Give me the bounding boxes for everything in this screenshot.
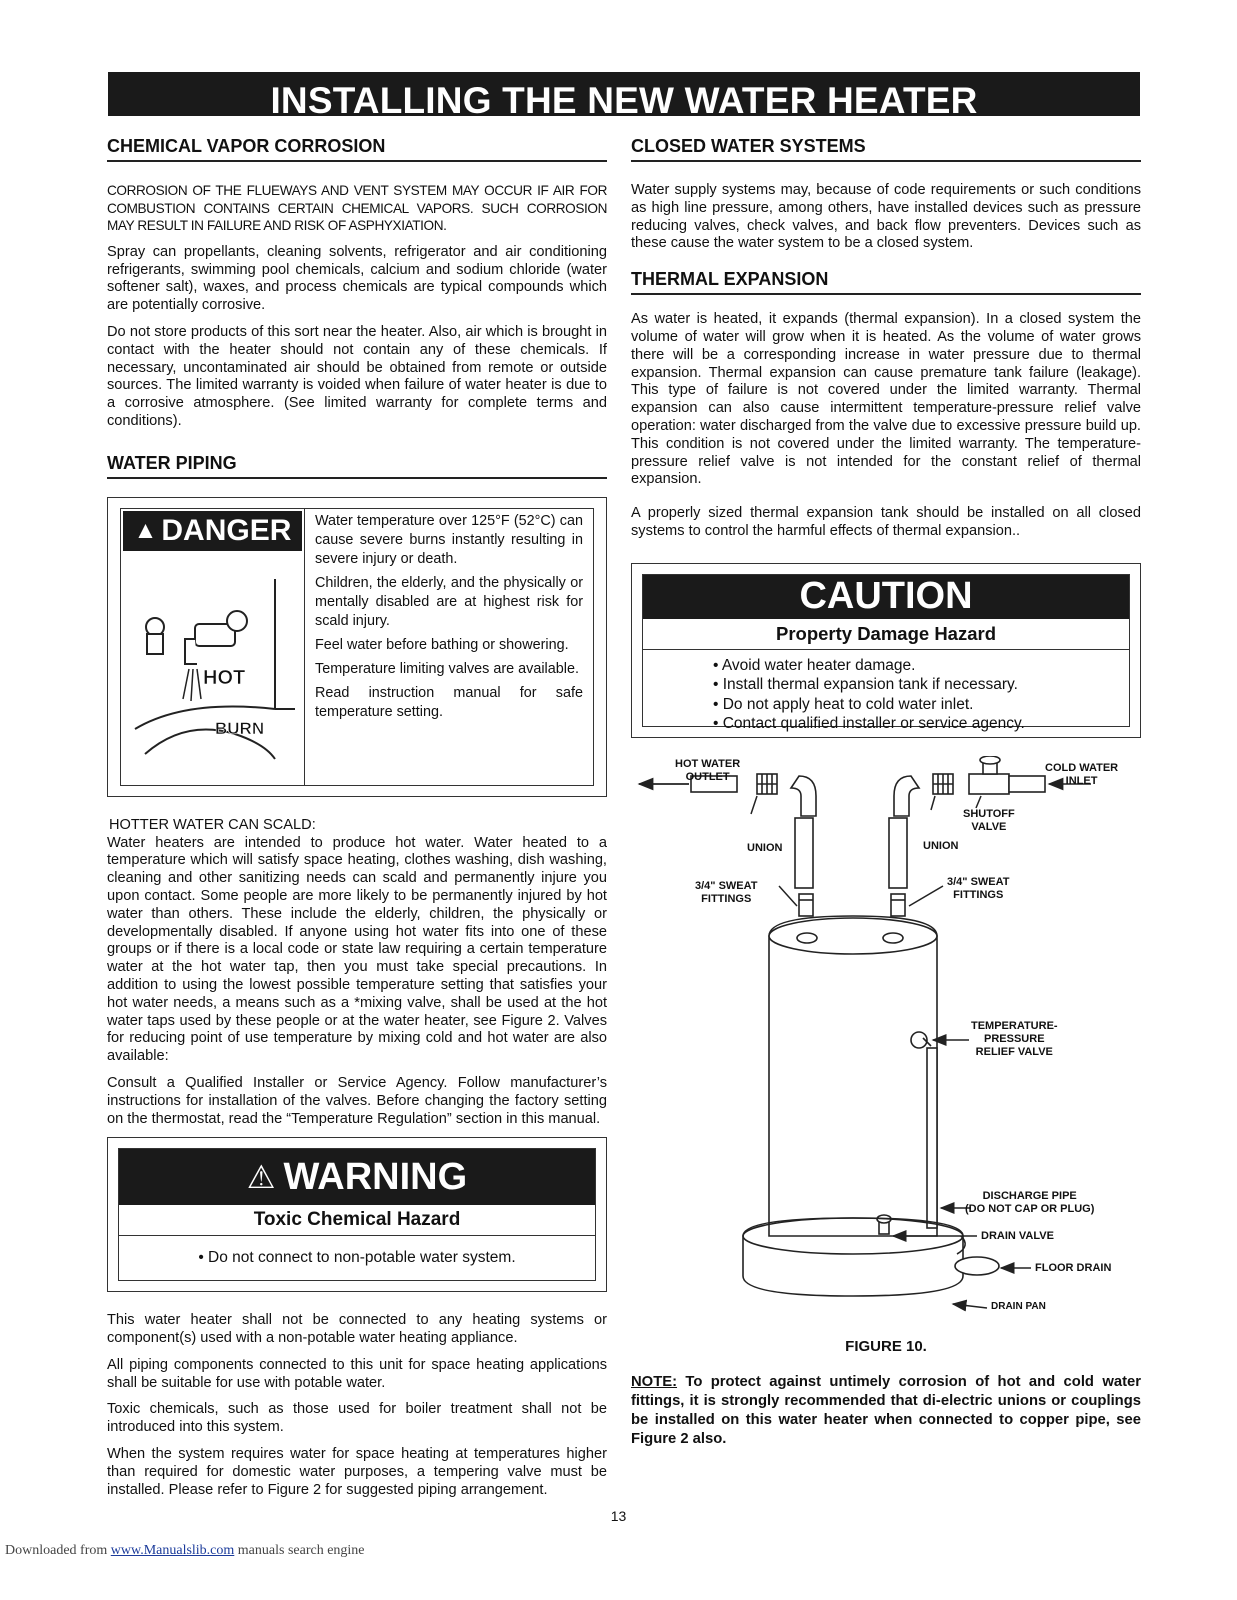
piping-paragraph-a: This water heater shall not be connected to any heating systems or component(s) used with a non-potable water heating appliance. — [107, 1312, 607, 1347]
thermal-paragraph-1: As water is heated, it expands (thermal expansion). In a closed system the volume of water will grow when it is heated. As the volume of water grows there will be a corresponding increase in water pressure due to thermal expansion. Thermal expansion can cause premature tank failure (leakage). This type of failure is not covered under the limited warranty. Thermal expansion can also cause intermittent temperature-pressure relief valve operation: water discharged from the valve due to excessive pressure build up. This condition is not covered under the limited warranty. The temperature-pressure relief valve is not intended for the constant relief of thermal expansion. — [631, 311, 1141, 488]
chemical-paragraph-2: Do not store products of this sort near the heater. Also, air which is brought in contact with the heater should not contain any of these chemicals. If necessary, uncontaminated air should be obtained from remote or outside sources. The limited warranty is voided when failure of water heater is due to a corrosive atmosphere. (See limited warranty for complete terms and conditions). — [107, 323, 607, 429]
label-floor-drain: FLOOR DRAIN — [1035, 1261, 1112, 1274]
section-title-chemical: CHEMICAL VAPOR CORROSION — [107, 136, 607, 162]
closed-paragraph: Water supply systems may, because of code requirements or such conditions as high line pressure, among others, have installed devices such as pressure reducing valves, check valves, and back flow preventers. Devices such as these cause the water system to be a closed system. — [631, 182, 1141, 252]
caution-header: CAUTION — [643, 575, 1129, 619]
section-title-piping: WATER PIPING — [107, 453, 607, 479]
danger-header — [123, 511, 302, 551]
caution-label — [631, 563, 1141, 738]
footer-prefix: Downloaded from — [5, 1543, 111, 1558]
caution-subheader: Property Damage Hazard — [643, 619, 1129, 650]
section-title-closed: CLOSED WATER SYSTEMS — [631, 136, 1141, 162]
footer-suffix: manuals search engine — [234, 1543, 365, 1558]
warning-label — [107, 1137, 607, 1292]
piping-paragraph-d: When the system requires water for space heating at temperatures higher than required for domestic water purposes, a tempering valve must be installed. Please refer to Figure 2 for suggested piping arrangement. — [107, 1446, 607, 1498]
warning-header — [119, 1149, 595, 1205]
label-union-right: UNION — [923, 839, 959, 852]
scald-paragraph: Water heaters are intended to produce hot water. Water heated to a temperature which will satisfy space heating, clothes washing, dish washing, cleaning and other sanitizing needs can scald and permanently injure you upon contact. Some people are more likely to be permanently injured by hot water than others. These include the elderly, children, the physically or developmentally disabled. If anyone using hot water fits into one of these groups or if there is a local code or state law requiring a certain temperature water at the hot water tap, then you must take special precautions. In addition to using the lowest possible temperature setting that satisfies your hot water needs, a means such as a *mixing valve, shall be used at the hot water taps used by these people or at the water heater, see Figure 2. Valves for reducing point of use temperature by mixing cold and hot water are also available: — [107, 834, 607, 1065]
caution-bullet: • Avoid water heater damage. — [713, 656, 916, 674]
label-shutoff-valve: SHUTOFF VALVE — [963, 807, 1015, 833]
consult-paragraph: Consult a Qualified Installer or Service Agency. Follow manufacturer’s instructions for installation of the valves. Before changing the factory setting on the thermostat, read the “Temperature Regulation” section in this manual. — [107, 1074, 607, 1127]
label-drain-valve: DRAIN VALVE — [981, 1229, 1054, 1242]
danger-item: Temperature limiting valves are available. — [315, 660, 579, 677]
label-sweat-fittings-right: 3/4" SWEAT FITTINGS — [947, 875, 1010, 901]
label-discharge-pipe: DISCHARGE PIPE (DO NOT CAP OR PLUG) — [965, 1189, 1095, 1215]
scald-faucet-icon — [125, 579, 295, 769]
piping-paragraph-b: All piping components connected to this unit for space heating applications shall be suitable for use with potable water. — [107, 1356, 607, 1391]
manualslib-link[interactable]: www.Manualslib.com — [110, 1543, 235, 1558]
warning-label-inner — [118, 1148, 596, 1281]
page-banner — [108, 72, 1140, 116]
label-sweat-fittings-left: 3/4" SWEAT FITTINGS — [695, 879, 758, 905]
chemical-warning-caps: CORROSION OF THE FLUEWAYS AND VENT SYSTEM MAY OCCUR IF AIR FOR COMBUSTION CONTAINS CERTAIN CHEMICAL VAPORS. SUCH CORROSION MAY RESULT IN FAILURE AND RISK OF ASPHYXIATION. — [107, 183, 607, 234]
danger-label-left — [121, 509, 305, 785]
installation-figure — [631, 756, 1141, 1356]
label-drain-pan: DRAIN PAN — [991, 1300, 1046, 1312]
danger-label — [107, 497, 607, 797]
warning-triangle-icon: ⚠ — [246, 1159, 276, 1196]
note-paragraph — [631, 1373, 1141, 1449]
danger-header-text: DANGER — [161, 513, 292, 547]
danger-label-inner — [120, 508, 594, 786]
download-footer — [5, 1543, 365, 1559]
thermal-paragraph-2: A properly sized thermal expansion tank should be installed on all closed systems to control the harmful effects of thermal expansion.. — [631, 505, 1141, 539]
warning-header-text: WARNING — [283, 1155, 468, 1198]
caution-bullet: • Do not apply heat to cold water inlet. — [713, 695, 974, 713]
label-hot-water-outlet: HOT WATER OUTLET — [675, 757, 741, 783]
caution-bullet: • Install thermal expansion tank if necessary. — [713, 676, 1018, 694]
label-cold-water-inlet: COLD WATER INLET — [1045, 761, 1119, 787]
banner-title: INSTALLING THE NEW WATER HEATER — [270, 80, 978, 116]
label-tp-relief-valve: TEMPERATURE- PRESSURE RELIEF VALVE — [971, 1019, 1058, 1058]
warning-triangle-icon: ▲ — [133, 516, 158, 544]
label-union-left: UNION — [747, 841, 783, 854]
warning-subheader: Toxic Chemical Hazard — [119, 1205, 595, 1236]
danger-item: Feel water before bathing or showering. — [315, 636, 569, 653]
section-title-thermal: THERMAL EXPANSION — [631, 269, 1141, 295]
caution-bullets — [643, 650, 1129, 734]
danger-item: Water temperature over 125°F (52°C) can cause severe burns instantly resulting in severe injury or death. — [315, 512, 583, 567]
note-label: NOTE: — [631, 1373, 678, 1390]
chemical-paragraph-1: Spray can propellants, cleaning solvents, refrigerator and air conditioning refrigerants, swimming pool chemicals, calcium and sodium chloride (water softener salt), waxes, and process chemicals are typical compounds which are potentially corrosive. — [107, 243, 607, 314]
caution-bullet: • Contact qualified installer or service agency. — [713, 715, 1025, 733]
note-text: To protect against untimely corrosion of hot and cold water fittings, it is strongly recommended that di-electric unions or couplings be installed on this water heater when connected to copper pipe, see Figure 2 also. — [631, 1373, 1141, 1447]
warning-bullet: • Do not connect to non-potable water system. — [198, 1249, 516, 1267]
danger-item: Children, the elderly, and the physically or mentally disabled are at highest risk for scald injury. — [315, 574, 583, 629]
danger-label-text — [305, 509, 593, 785]
scald-heading: HOTTER WATER CAN SCALD: — [109, 816, 316, 833]
figure-caption: FIGURE 10. — [845, 1337, 927, 1355]
right-column — [631, 136, 1141, 1449]
piping-paragraph-c: Toxic chemicals, such as those used for boiler treatment shall not be introduced into this system. — [107, 1401, 607, 1436]
burn-text: BURN — [215, 718, 265, 738]
hot-text: HOT — [203, 666, 246, 689]
page-number: 13 — [610, 1508, 627, 1524]
caution-label-inner — [642, 574, 1130, 733]
danger-item: Read instruction manual for safe temperature setting. — [315, 684, 583, 720]
left-column — [107, 136, 607, 1508]
